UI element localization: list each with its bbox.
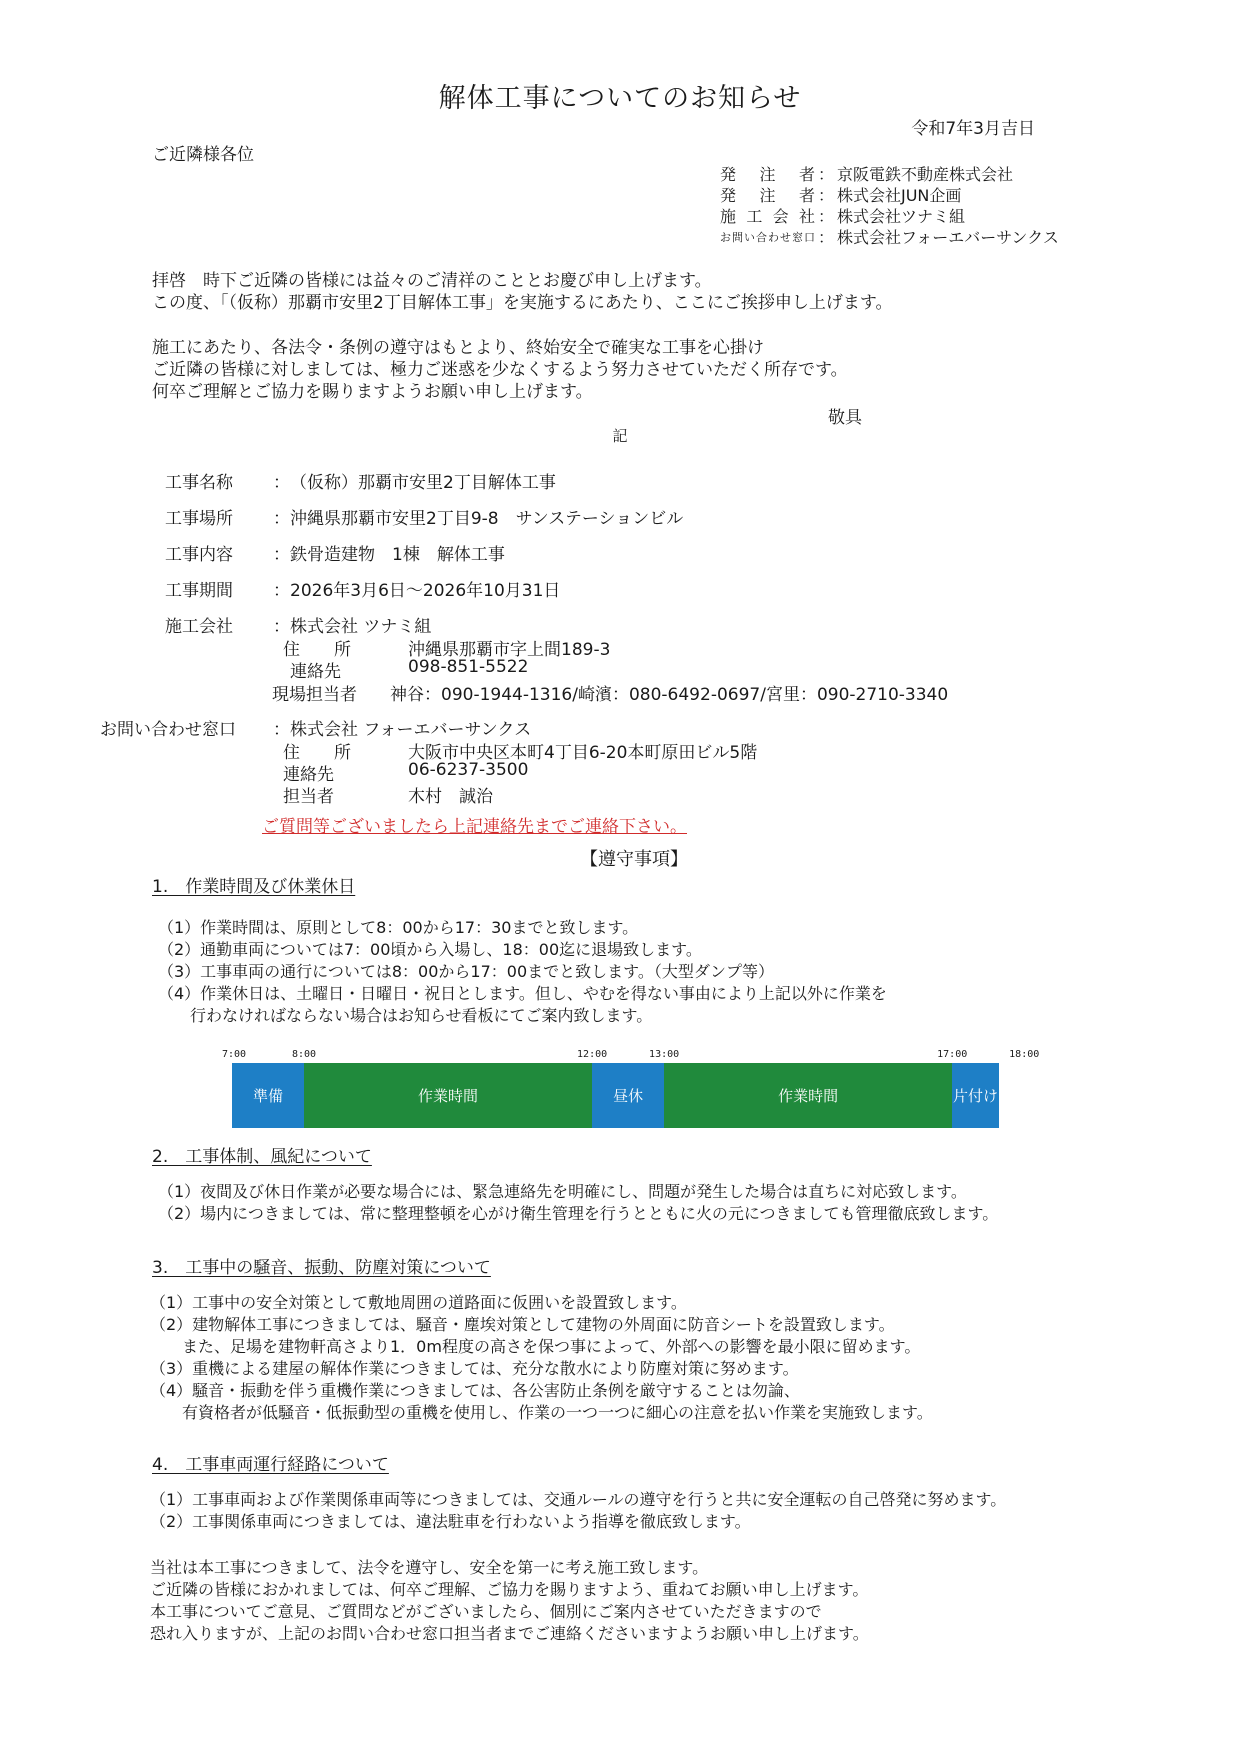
issuer-label: 発注者 xyxy=(720,186,815,205)
inquiry-row xyxy=(100,715,531,740)
timeline-segment: 作業時間 xyxy=(664,1063,952,1128)
field-label: 連絡先 xyxy=(290,662,341,682)
timeline-segment: 作業時間 xyxy=(304,1063,592,1128)
rule-item: （4）作業休日は、土曜日・日曜日・祝日とします。但し、やむを得ない事由により上記以外に作業を xyxy=(158,984,887,1003)
rule-item: （2）工事関係車両につきましては、違法駐車を行わないよう指導を徹底致します。 xyxy=(150,1512,751,1531)
issuer-name: 株式会社フォーエバーサンクス xyxy=(837,228,1059,247)
section-heading: 2. 工事体制、風紀について xyxy=(152,1147,372,1167)
separator: ： xyxy=(273,720,290,740)
rule-item: （2）建物解体工事につきましては、騒音・塵埃対策として建物の外周面に防音シートを設置致します。 xyxy=(150,1315,895,1334)
addressee: ご近隣様各位 xyxy=(152,145,254,165)
timeline-segment: 片付け xyxy=(952,1063,999,1128)
rule-item: （3）工事車両の通行については8：00から17：00までと致します。（大型ダンプ等） xyxy=(158,962,774,981)
inquiry-name: 株式会社 フォーエバーサンクス xyxy=(290,720,532,740)
inquiry-person-row xyxy=(283,782,493,807)
project-place-row xyxy=(165,504,683,529)
section-heading: 3. 工事中の騒音、振動、防塵対策について xyxy=(152,1258,491,1278)
work-schedule-timeline xyxy=(232,1063,999,1128)
body-line: 施工にあたり、各法令・条例の遵守はもとより、終始安全で確実な工事を心掛け xyxy=(152,338,764,358)
field-label: 施工会社 xyxy=(165,617,233,637)
separator: ： xyxy=(817,186,834,205)
issuer-row xyxy=(720,185,1059,206)
body-line: ご近隣の皆様に対しましては、極力ご迷惑を少なくするよう努力させていただく所存です。 xyxy=(152,360,848,380)
field-label: 連絡先 xyxy=(283,765,334,785)
separator: ： xyxy=(273,617,290,637)
field-label: 工事期間 xyxy=(165,581,233,601)
project-content-row xyxy=(165,540,505,565)
timeline-tick-label: 12:00 xyxy=(577,1049,608,1060)
closing-line: 当社は本工事につきまして、法令を遵守し、安全を第一に考え施工致します。 xyxy=(150,1558,709,1577)
separator: ： xyxy=(273,509,290,529)
field-label: 工事場所 xyxy=(165,509,233,529)
inquiry-person: 木村 誠治 xyxy=(408,787,493,807)
contractor-address: 沖縄県那覇市字上間189-3 xyxy=(408,640,611,660)
page-title: 解体工事についてのお知らせ xyxy=(438,83,802,114)
rule-item: （1）工事車両および作業関係車両等につきましては、交通ルールの遵守を行うと共に安全運転の自己啓発に努めます。 xyxy=(150,1490,1007,1509)
rule-item: （1）夜間及び休日作業が必要な場合には、緊急連絡先を明確にし、問題が発生した場合は直ちに対応致します。 xyxy=(158,1182,967,1201)
issuer-row xyxy=(720,206,1059,227)
greeting-line: 拝啓 時下ご近隣の皆様には益々のご清祥のこととお慶び申し上げます。 xyxy=(152,271,712,291)
separator: ： xyxy=(817,228,834,247)
rule-item: （2）通勤車両については7：00頃から入場し、18：00迄に退場致します。 xyxy=(158,940,702,959)
rule-item: 有資格者が低騒音・低振動型の重機を使用し、作業の一つ一つに細心の注意を払い作業を実施致します。 xyxy=(150,1403,933,1422)
timeline-tick-label: 18:00 xyxy=(1009,1049,1040,1060)
separator: ： xyxy=(273,473,290,493)
issuer-row xyxy=(720,164,1059,185)
timeline-tick-label: 7:00 xyxy=(221,1049,247,1060)
rules-title: 【遵守事項】 xyxy=(580,849,688,870)
separator: ： xyxy=(817,207,834,226)
keigu: 敬具 xyxy=(828,408,862,428)
issuer-row xyxy=(720,227,1059,248)
closing-line: 本工事についてご意見、ご質問などがございましたら、個別にご案内させていただきますので xyxy=(150,1602,822,1621)
field-label: 住 所 xyxy=(283,743,351,763)
project-name-row xyxy=(165,468,556,493)
project-name: （仮称）那覇市安里2丁目解体工事 xyxy=(290,473,556,493)
closing-line: ご近隣の皆様におかれましては、何卒ご理解、ご協力を賜りますよう、重ねてお願い申し上げます。 xyxy=(150,1580,869,1599)
rule-item: また、足場を建物軒高さより1．0m程度の高さを保つ事によって、外部への影響を最小限に留めます。 xyxy=(150,1337,921,1356)
timeline-tick-label: 17:00 xyxy=(937,1049,968,1060)
greeting-line: この度、「（仮称）那覇市安里2丁目解体工事」を実施するにあたり、ここにご挨拶申し上げます。 xyxy=(152,293,893,313)
issuer-list xyxy=(720,164,1059,248)
body-line: 何卒ご理解とご協力を賜りますようお願い申し上げます。 xyxy=(152,382,593,402)
rule-item: 行わなければならない場合はお知らせ看板にてご案内致します。 xyxy=(158,1006,653,1025)
field-label: 住 所 xyxy=(283,640,351,660)
issuer-name: 京阪電鉄不動産株式会社 xyxy=(837,165,1014,184)
issuer-label: 発注者 xyxy=(720,165,815,184)
timeline-tick-label: 13:00 xyxy=(649,1049,680,1060)
closing-line: 恐れ入りますが、上記のお問い合わせ窓口担当者までご連絡くださいますようお願い申し上げます。 xyxy=(150,1624,869,1643)
contractor-tel: 098-851-5522 xyxy=(408,657,529,677)
project-content: 鉄骨造建物 1棟 解体工事 xyxy=(290,545,505,565)
inquiry-address: 大阪市中央区本町4丁目6-20本町原田ビル5階 xyxy=(408,743,758,763)
project-period: 2026年3月6日～2026年10月31日 xyxy=(290,581,561,601)
project-period-row xyxy=(165,576,560,601)
rule-item: （2）場内につきましては、常に整理整頓を心がけ衛生管理を行うとともに火の元につきましても管理徹底致します。 xyxy=(158,1204,999,1223)
project-place: 沖縄県那覇市安里2丁目9-8 サンステーションビル xyxy=(290,509,684,529)
site-manager-row xyxy=(272,680,948,705)
issuer-label: お問い合わせ窓口 xyxy=(720,231,815,244)
separator: ： xyxy=(273,545,290,565)
rule-item: （3）重機による建屋の解体作業につきましては、充分な散水により防塵対策に努めます。 xyxy=(150,1359,799,1378)
section-heading: 1. 作業時間及び休業休日 xyxy=(152,877,356,897)
issuer-label: 施工会社 xyxy=(720,207,815,226)
timeline-tick-label: 8:00 xyxy=(291,1049,317,1060)
timeline-segment: 準備 xyxy=(232,1063,304,1128)
contractor-name: 株式会社 ツナミ組 xyxy=(290,617,432,637)
issuer-name: 株式会社ツナミ組 xyxy=(837,207,966,226)
field-label: 担当者 xyxy=(283,787,334,807)
rule-item: （1）作業時間は、原則として8：00から17：30までと致します。 xyxy=(158,918,639,937)
ki-marker: 記 xyxy=(612,427,628,445)
field-label: 工事内容 xyxy=(165,545,233,565)
contact-note: ご質問等ございましたら上記連絡先までご連絡下さい。 xyxy=(262,817,687,837)
site-manager-contacts: 神谷：090-1944-1316/崎濱：080-6492-0697/宮里：090-2710-3340 xyxy=(390,685,949,705)
rule-item: （1）工事中の安全対策として敷地周囲の道路面に仮囲いを設置致します。 xyxy=(150,1293,687,1312)
separator: ： xyxy=(273,581,290,601)
inquiry-tel: 06-6237-3500 xyxy=(408,760,529,780)
section-heading: 4. 工事車両運行経路について xyxy=(152,1455,389,1475)
timeline-segment: 昼休 xyxy=(592,1063,664,1128)
rule-item: （4）騒音・振動を伴う重機作業につきましては、各公害防止条例を厳守することは勿論、 xyxy=(150,1381,800,1400)
separator: ： xyxy=(817,165,834,184)
field-label: お問い合わせ窓口 xyxy=(100,720,236,740)
issue-date: 令和7年3月吉日 xyxy=(911,119,1035,139)
field-label: 工事名称 xyxy=(165,473,233,493)
contractor-row xyxy=(165,612,431,637)
issuer-name: 株式会社JUN企画 xyxy=(837,186,962,205)
field-label: 現場担当者 xyxy=(272,685,357,705)
contractor-tel-row xyxy=(290,657,528,682)
